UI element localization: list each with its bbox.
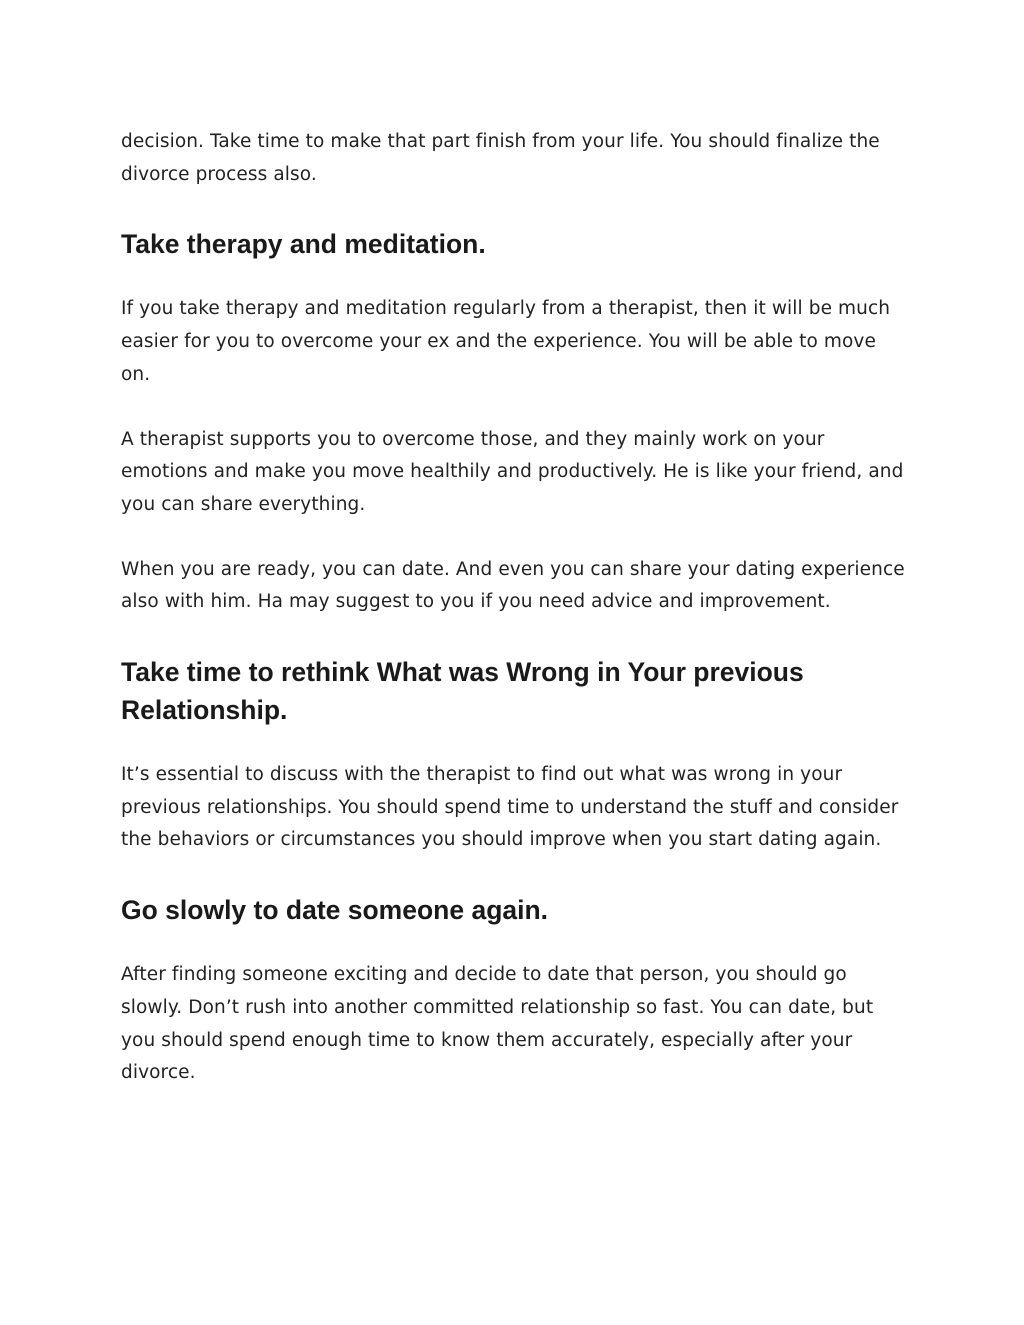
section-heading-therapy: Take therapy and meditation. [121, 229, 486, 260]
paragraph-therapist-supports: A therapist supports you to overcome those, and they mainly work on your emotions and make you move healthily and productively. He is like your friend, and you can share everything. [121, 428, 904, 515]
paragraph-finding-someone: After finding someone exciting and decide to date that person, you should go slowly. Don’t rush into another committed relationship so fast. You can date, but you should spend enough time to know them accurately, especially after your divorce. [121, 964, 874, 1084]
paragraph-therapy-regularly: If you take therapy and meditation regularly from a therapist, then it will be much easier for you to overcome your ex and the experience. You will be able to move on. [121, 298, 891, 385]
section-heading-go-slowly: Go slowly to date someone again. [121, 895, 549, 926]
intro-paragraph: decision. Take time to make that part finish from your life. You should finalize the divorce process also. [121, 131, 880, 185]
paragraph-discuss-therapist: It’s essential to discuss with the therapist to find out what was wrong in your previous relationships. You should spend time to understand the stuff and consider the behaviors or circumstances you should improve when you start dating again. [121, 764, 899, 851]
document-page [121, 126, 911, 1090]
paragraph-ready-to-date: When you are ready, you can date. And even you can share your dating experience also with him. Ha may suggest to you if you need advice and improvement. [121, 558, 905, 613]
section-heading-rethink: Take time to rethink What was Wrong in Your previous Relationship. [121, 657, 804, 726]
